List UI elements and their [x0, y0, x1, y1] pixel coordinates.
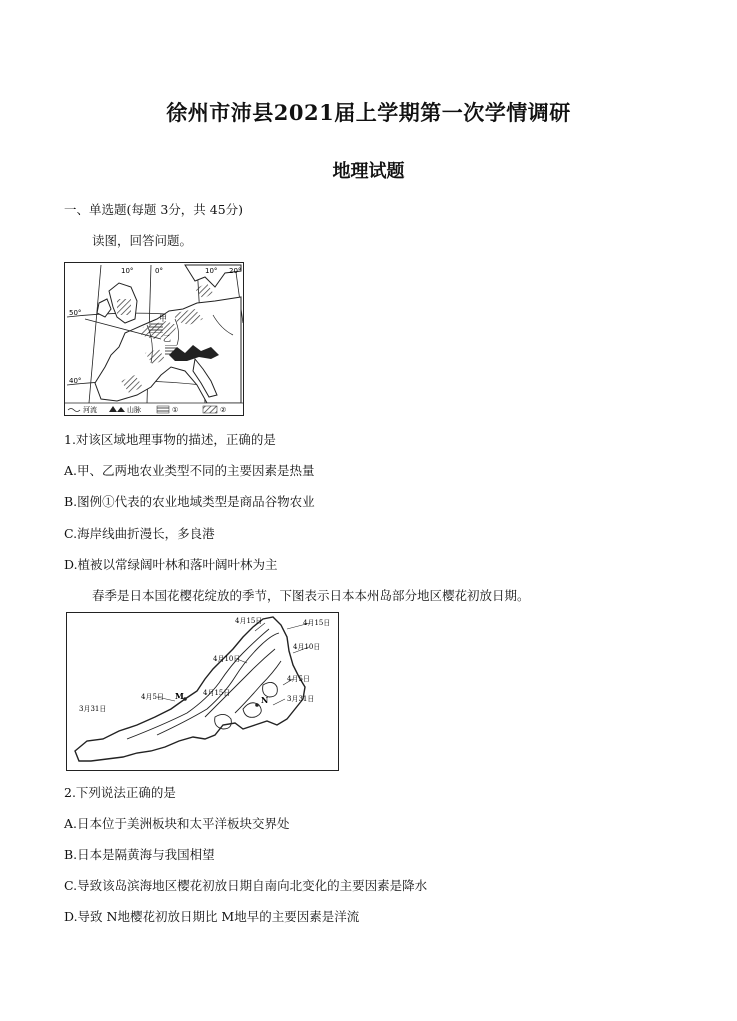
legend-item2-label: ②: [220, 406, 227, 414]
isochrone-label-apr5-west: 4月5日: [141, 693, 164, 701]
isochrone-label-mar31-west: 3月31日: [79, 705, 107, 713]
question-1-option-a: A.甲、乙两地农业类型不同的主要因素是热量: [64, 463, 315, 478]
legend-item1-label: ①: [172, 406, 179, 414]
lat-label-50: 50°: [69, 309, 82, 317]
question-2-stem: 2.下列说法正确的是: [64, 785, 176, 800]
legend-mountain-label: 山脉: [127, 406, 141, 414]
point-n-label: N: [261, 695, 269, 705]
question-intro-1: 读图，回答问题。: [92, 233, 193, 248]
lat-label-40: 40°: [69, 377, 82, 385]
isochrone-label-apr5-east: 4月5日: [287, 675, 310, 683]
section-heading: 一、单选题(每题 3分，共 45分): [64, 202, 244, 217]
lon-label-20e: 20°: [229, 267, 242, 275]
legend-item2-swatch: [203, 406, 217, 413]
question-2-option-c: C.导致该岛滨海地区樱花初放日期自南向北变化的主要因素是降水: [64, 878, 428, 893]
document-title: 徐州市沛县2021届上学期第一次学情调研: [166, 100, 571, 125]
europe-map: [64, 262, 244, 416]
document-subtitle: 地理试题: [332, 161, 405, 182]
isochrone-label-apr10-east: 4月10日: [293, 643, 321, 651]
question-2-option-d: D.导致 N地樱花初放日期比 M地早的主要因素是洋流: [64, 909, 360, 924]
japan-map-graphic: [67, 613, 338, 770]
lon-label-0: 0°: [155, 267, 163, 275]
isochrone-label-apr15-east: 4月15日: [303, 619, 331, 627]
point-m-label: M: [175, 691, 184, 701]
isochrone-label-apr15-central: 4月15日: [203, 689, 231, 697]
question-1-option-c: C.海岸线曲折漫长，多良港: [64, 526, 215, 541]
question-2-option-a: A.日本位于美洲板块和太平洋板块交界处: [64, 816, 290, 831]
isochrone-label-apr10-west: 4月10日: [213, 655, 241, 663]
isochrone-label-mar31-east: 3月31日: [287, 695, 315, 703]
question-1-option-d: D.植被以常绿阔叶林和落叶阔叶林为主: [64, 557, 278, 572]
japan-map: [66, 612, 339, 771]
place-label-yi: 乙: [163, 334, 171, 343]
legend-river-label: 河流: [83, 406, 97, 414]
lon-label-10e: 10°: [205, 267, 218, 275]
place-label-jia: 甲: [159, 314, 167, 323]
legend-item1-swatch: [157, 406, 169, 413]
lon-label-10w: 10°: [121, 267, 134, 275]
question-1-option-b: B.图例①代表的农业地域类型是商品谷物农业: [64, 494, 315, 509]
europe-map-graphic: [65, 263, 243, 415]
point-n: [255, 703, 259, 707]
isochrone-label-apr15-north: 4月15日: [235, 617, 263, 625]
question-intro-2: 春季是日本国花樱花绽放的季节，下图表示日本本州岛部分地区樱花初放日期。: [92, 588, 530, 603]
question-2-option-b: B.日本是隔黄海与我国相望: [64, 847, 215, 862]
question-1-stem: 1.对该区域地理事物的描述，正确的是: [64, 432, 276, 447]
